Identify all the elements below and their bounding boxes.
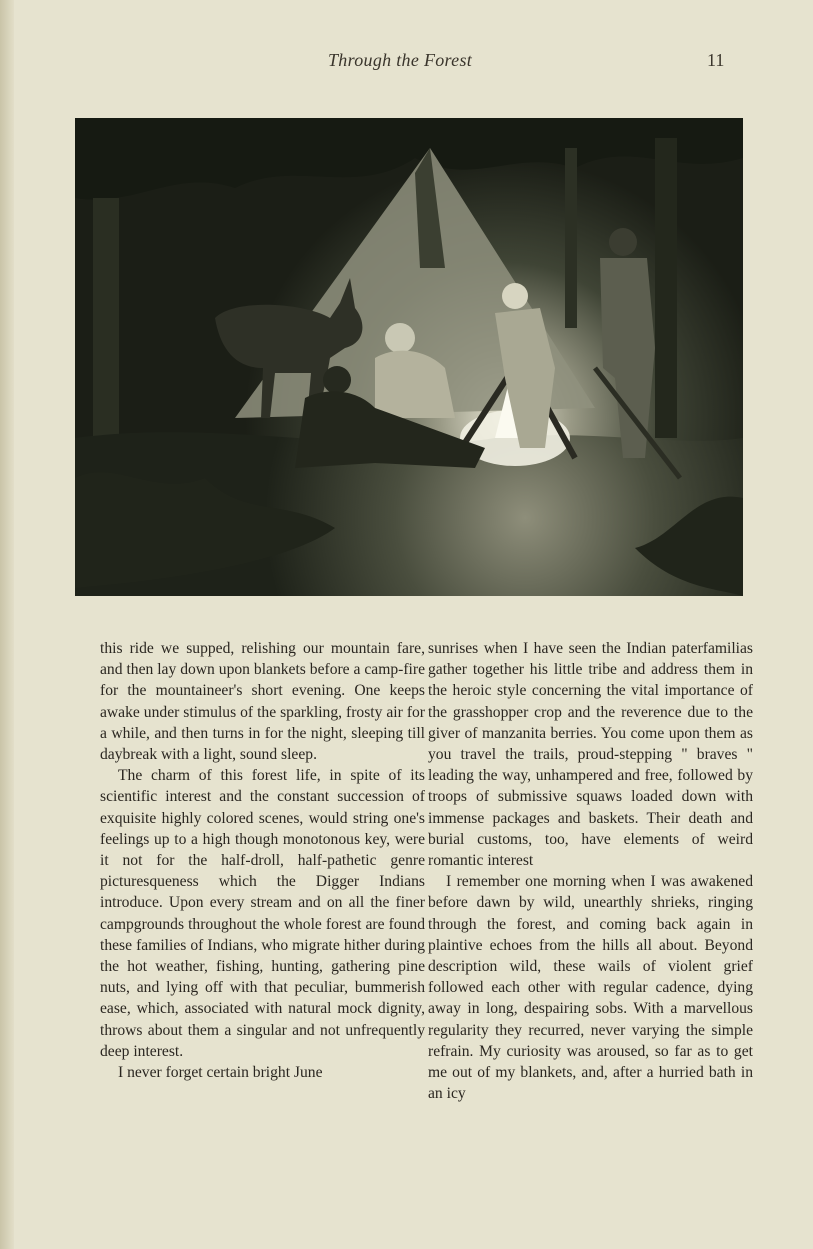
paragraph: I never forget certain bright June	[118, 1064, 323, 1082]
text-column-left	[100, 638, 425, 1083]
paragraph: this ride we supped, relishing our mountain fare, and then lay down upon blankets before a camp-fire for the mountaineer's short evening. One keeps awake under stimulus of the sparkling, frosty air for a while, and then turns in for the night, sleeping till daybreak with a light, sound sleep.	[100, 640, 425, 764]
campfire-illustration	[75, 118, 743, 596]
page-number: 11	[707, 50, 725, 70]
running-title: Through the Forest	[328, 50, 473, 70]
paragraph: sunrises when I have seen the Indian paterfamilias gather together his little tribe and address them in the heroic style concerning the vital importance of the grasshopper crop and the reverence due to the giver of manzanita berries. You come upon them as you travel the trails, proud-stepping " braves " leading the way, unhampered and free, followed by troops of submissive squaws loaded down with immense packages and baskets. Their death and burial customs, too, have elements of weird romantic interest	[428, 640, 753, 870]
page-binding-edge	[0, 0, 14, 1249]
campfire-engraving	[75, 118, 743, 596]
running-head	[0, 48, 813, 74]
paragraph: The charm of this forest life, in spite of its scientific interest and the constant succession of exquisite highly colored scenes, would string one's feelings up to a high though monotonous key, were it not for the half-droll, half-pathetic genre picturesqueness which the Digger Indians introduce. Upon every stream and on all the finer campgrounds throughout the whole forest are found these families of Indians, who migrate hither during the hot weather, fishing, hunting, gathering pine nuts, and lying off with that peculiar, bummerish ease, which, associated with natural mock dignity, throws about them a singular and not unfrequently deep interest.	[100, 767, 425, 1060]
paragraph: I remember one morning when I was awakened before dawn by wild, unearthly shrieks, ringing through the forest, and coming back again in plaintive echoes from the hills all about. Beyond description wild, these wails of violent grief followed each other with regular cadence, dying away in long, despairing sobs. With a marvellous regularity they recurred, never varying the simple refrain. My curiosity was aroused, so far as to get me out of my blankets, and, after a hurried bath in an icy	[428, 873, 753, 1103]
text-column-right	[428, 638, 753, 1104]
